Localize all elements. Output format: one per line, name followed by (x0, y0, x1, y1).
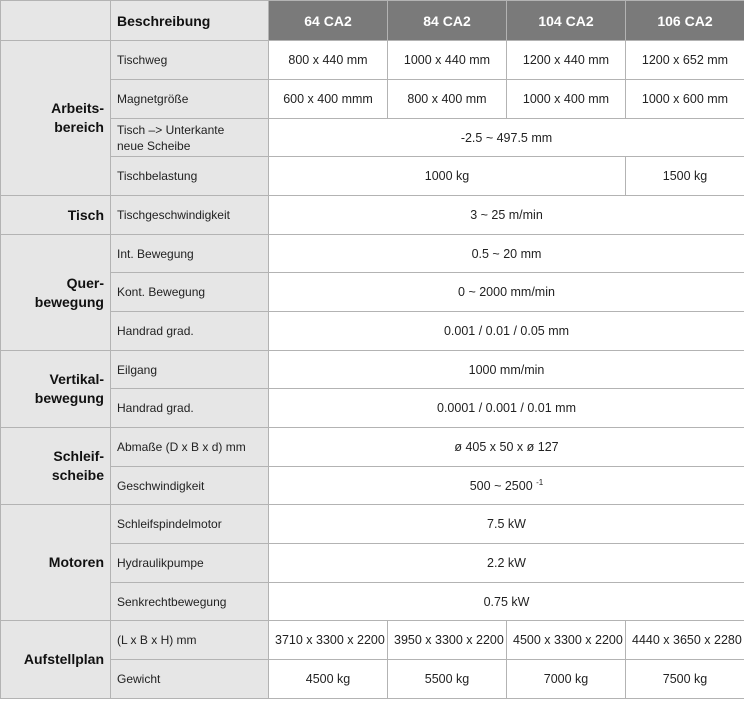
category-tisch: Tisch (1, 196, 111, 235)
value-masse-lbh-64: 3710 x 3300 x 2200 (269, 621, 388, 660)
label-int-bewegung: Int. Bewegung (111, 235, 269, 273)
value-abmasse: ø 405 x 50 x ø 127 (269, 428, 744, 467)
label-masse-lbh: (L x B x H) mm (111, 621, 269, 660)
label-handrad-quer: Handrad grad. (111, 312, 269, 351)
row-schleifspindelmotor (1, 505, 744, 544)
value-geschwindigkeit (269, 467, 744, 505)
label-abmasse: Abmaße (D x B x d) mm (111, 428, 269, 467)
label-gewicht: Gewicht (111, 660, 269, 699)
header-row (1, 1, 744, 41)
label-geschwindigkeit: Geschwindigkeit (111, 467, 269, 505)
row-gewicht (1, 660, 744, 699)
row-int-bewegung (1, 235, 744, 273)
category-schleifscheibe-line1: Schleif- (53, 448, 104, 464)
value-geschwindigkeit-sup: -1 (536, 477, 544, 487)
value-tisch-unterkante: -2.5 ~ 497.5 mm (269, 119, 744, 157)
category-arbeitsbereich-line2: bereich (54, 119, 104, 135)
value-gewicht-84: 5500 kg (388, 660, 507, 699)
category-aufstellplan: Aufstellplan (1, 621, 111, 699)
row-magnetgroesse (1, 80, 744, 119)
value-eilgang: 1000 mm/min (269, 351, 744, 389)
category-querbewegung-line2: bewegung (34, 293, 104, 310)
row-eilgang (1, 351, 744, 389)
value-schleifspindelmotor: 7.5 kW (269, 505, 744, 544)
value-masse-lbh-106: 4440 x 3650 x 2280 (626, 621, 744, 660)
value-hydraulikpumpe: 2.2 kW (269, 544, 744, 583)
row-masse-lbh (1, 621, 744, 660)
label-senkrechtbewegung: Senkrechtbewegung (111, 583, 269, 621)
label-tisch-unterkante (111, 119, 269, 157)
category-vertikalbewegung-line2: bewegung (34, 390, 104, 406)
header-model-106ca2: 106 CA2 (626, 1, 744, 41)
label-tischweg: Tischweg (111, 41, 269, 80)
label-kont-bewegung: Kont. Bewegung (111, 273, 269, 312)
value-gewicht-64: 4500 kg (269, 660, 388, 699)
label-tisch-unterkante-line2: neue Scheibe (117, 138, 191, 153)
header-corner (1, 1, 111, 41)
header-model-64ca2: 64 CA2 (269, 1, 388, 41)
row-kont-bewegung (1, 273, 744, 312)
label-tisch-unterkante-line1: Tisch –> Unterkante (117, 122, 225, 137)
header-model-84ca2: 84 CA2 (388, 1, 507, 41)
category-schleifscheibe (1, 428, 111, 505)
category-querbewegung-line1: Quer- (66, 274, 104, 291)
value-magnetgroesse-106: 1000 x 600 mm (626, 80, 744, 119)
row-abmasse (1, 428, 744, 467)
value-gewicht-106: 7500 kg (626, 660, 744, 699)
value-tischbelastung-a: 1000 kg (269, 157, 626, 196)
value-masse-lbh-84: 3950 x 3300 x 2200 (388, 621, 507, 660)
label-tischgeschwindigkeit: Tischgeschwindigkeit (111, 196, 269, 235)
value-tischgeschwindigkeit: 3 ~ 25 m/min (269, 196, 744, 235)
value-geschwindigkeit-main: 500 ~ 2500 (469, 479, 533, 494)
header-model-104ca2: 104 CA2 (507, 1, 626, 41)
category-arbeitsbereich (1, 41, 111, 196)
label-magnetgroesse: Magnetgröße (111, 80, 269, 119)
row-handrad-vert (1, 389, 744, 428)
value-kont-bewegung: 0 ~ 2000 mm/min (269, 273, 744, 312)
value-gewicht-104: 7000 kg (507, 660, 626, 699)
value-tischweg-84: 1000 x 440 mm (388, 41, 507, 80)
value-senkrechtbewegung: 0.75 kW (269, 583, 744, 621)
row-handrad-quer (1, 312, 744, 351)
row-geschwindigkeit (1, 467, 744, 505)
value-magnetgroesse-104: 1000 x 400 mm (507, 80, 626, 119)
row-tischweg (1, 41, 744, 80)
header-description: Beschreibung (111, 1, 269, 41)
row-senkrechtbewegung (1, 583, 744, 621)
value-handrad-vert: 0.0001 / 0.001 / 0.01 mm (269, 389, 744, 428)
category-vertikalbewegung (1, 351, 111, 428)
row-tisch-unterkante (1, 119, 744, 157)
category-motoren: Motoren (1, 505, 111, 621)
row-tischbelastung (1, 157, 744, 196)
value-handrad-quer: 0.001 / 0.01 / 0.05 mm (269, 312, 744, 351)
label-tischbelastung: Tischbelastung (111, 157, 269, 196)
label-eilgang: Eilgang (111, 351, 269, 389)
category-arbeitsbereich-line1: Arbeits- (51, 100, 104, 116)
category-vertikalbewegung-line1: Vertikal- (49, 371, 104, 387)
value-tischweg-106: 1200 x 652 mm (626, 41, 744, 80)
row-hydraulikpumpe (1, 544, 744, 583)
label-handrad-vert: Handrad grad. (111, 389, 269, 428)
row-tischgeschwindigkeit (1, 196, 744, 235)
label-schleifspindelmotor: Schleifspindelmotor (111, 505, 269, 544)
value-tischweg-64: 800 x 440 mm (269, 41, 388, 80)
value-magnetgroesse-84: 800 x 400 mm (388, 80, 507, 119)
category-schleifscheibe-line2: scheibe (51, 467, 104, 483)
value-int-bewegung: 0.5 ~ 20 mm (269, 235, 744, 273)
label-hydraulikpumpe: Hydraulikpumpe (111, 544, 269, 583)
value-masse-lbh-104: 4500 x 3300 x 2200 (507, 621, 626, 660)
category-querbewegung (1, 235, 111, 351)
value-tischweg-104: 1200 x 440 mm (507, 41, 626, 80)
value-tischbelastung-b: 1500 kg (626, 157, 744, 196)
value-magnetgroesse-64: 600 x 400 mmm (269, 80, 388, 119)
